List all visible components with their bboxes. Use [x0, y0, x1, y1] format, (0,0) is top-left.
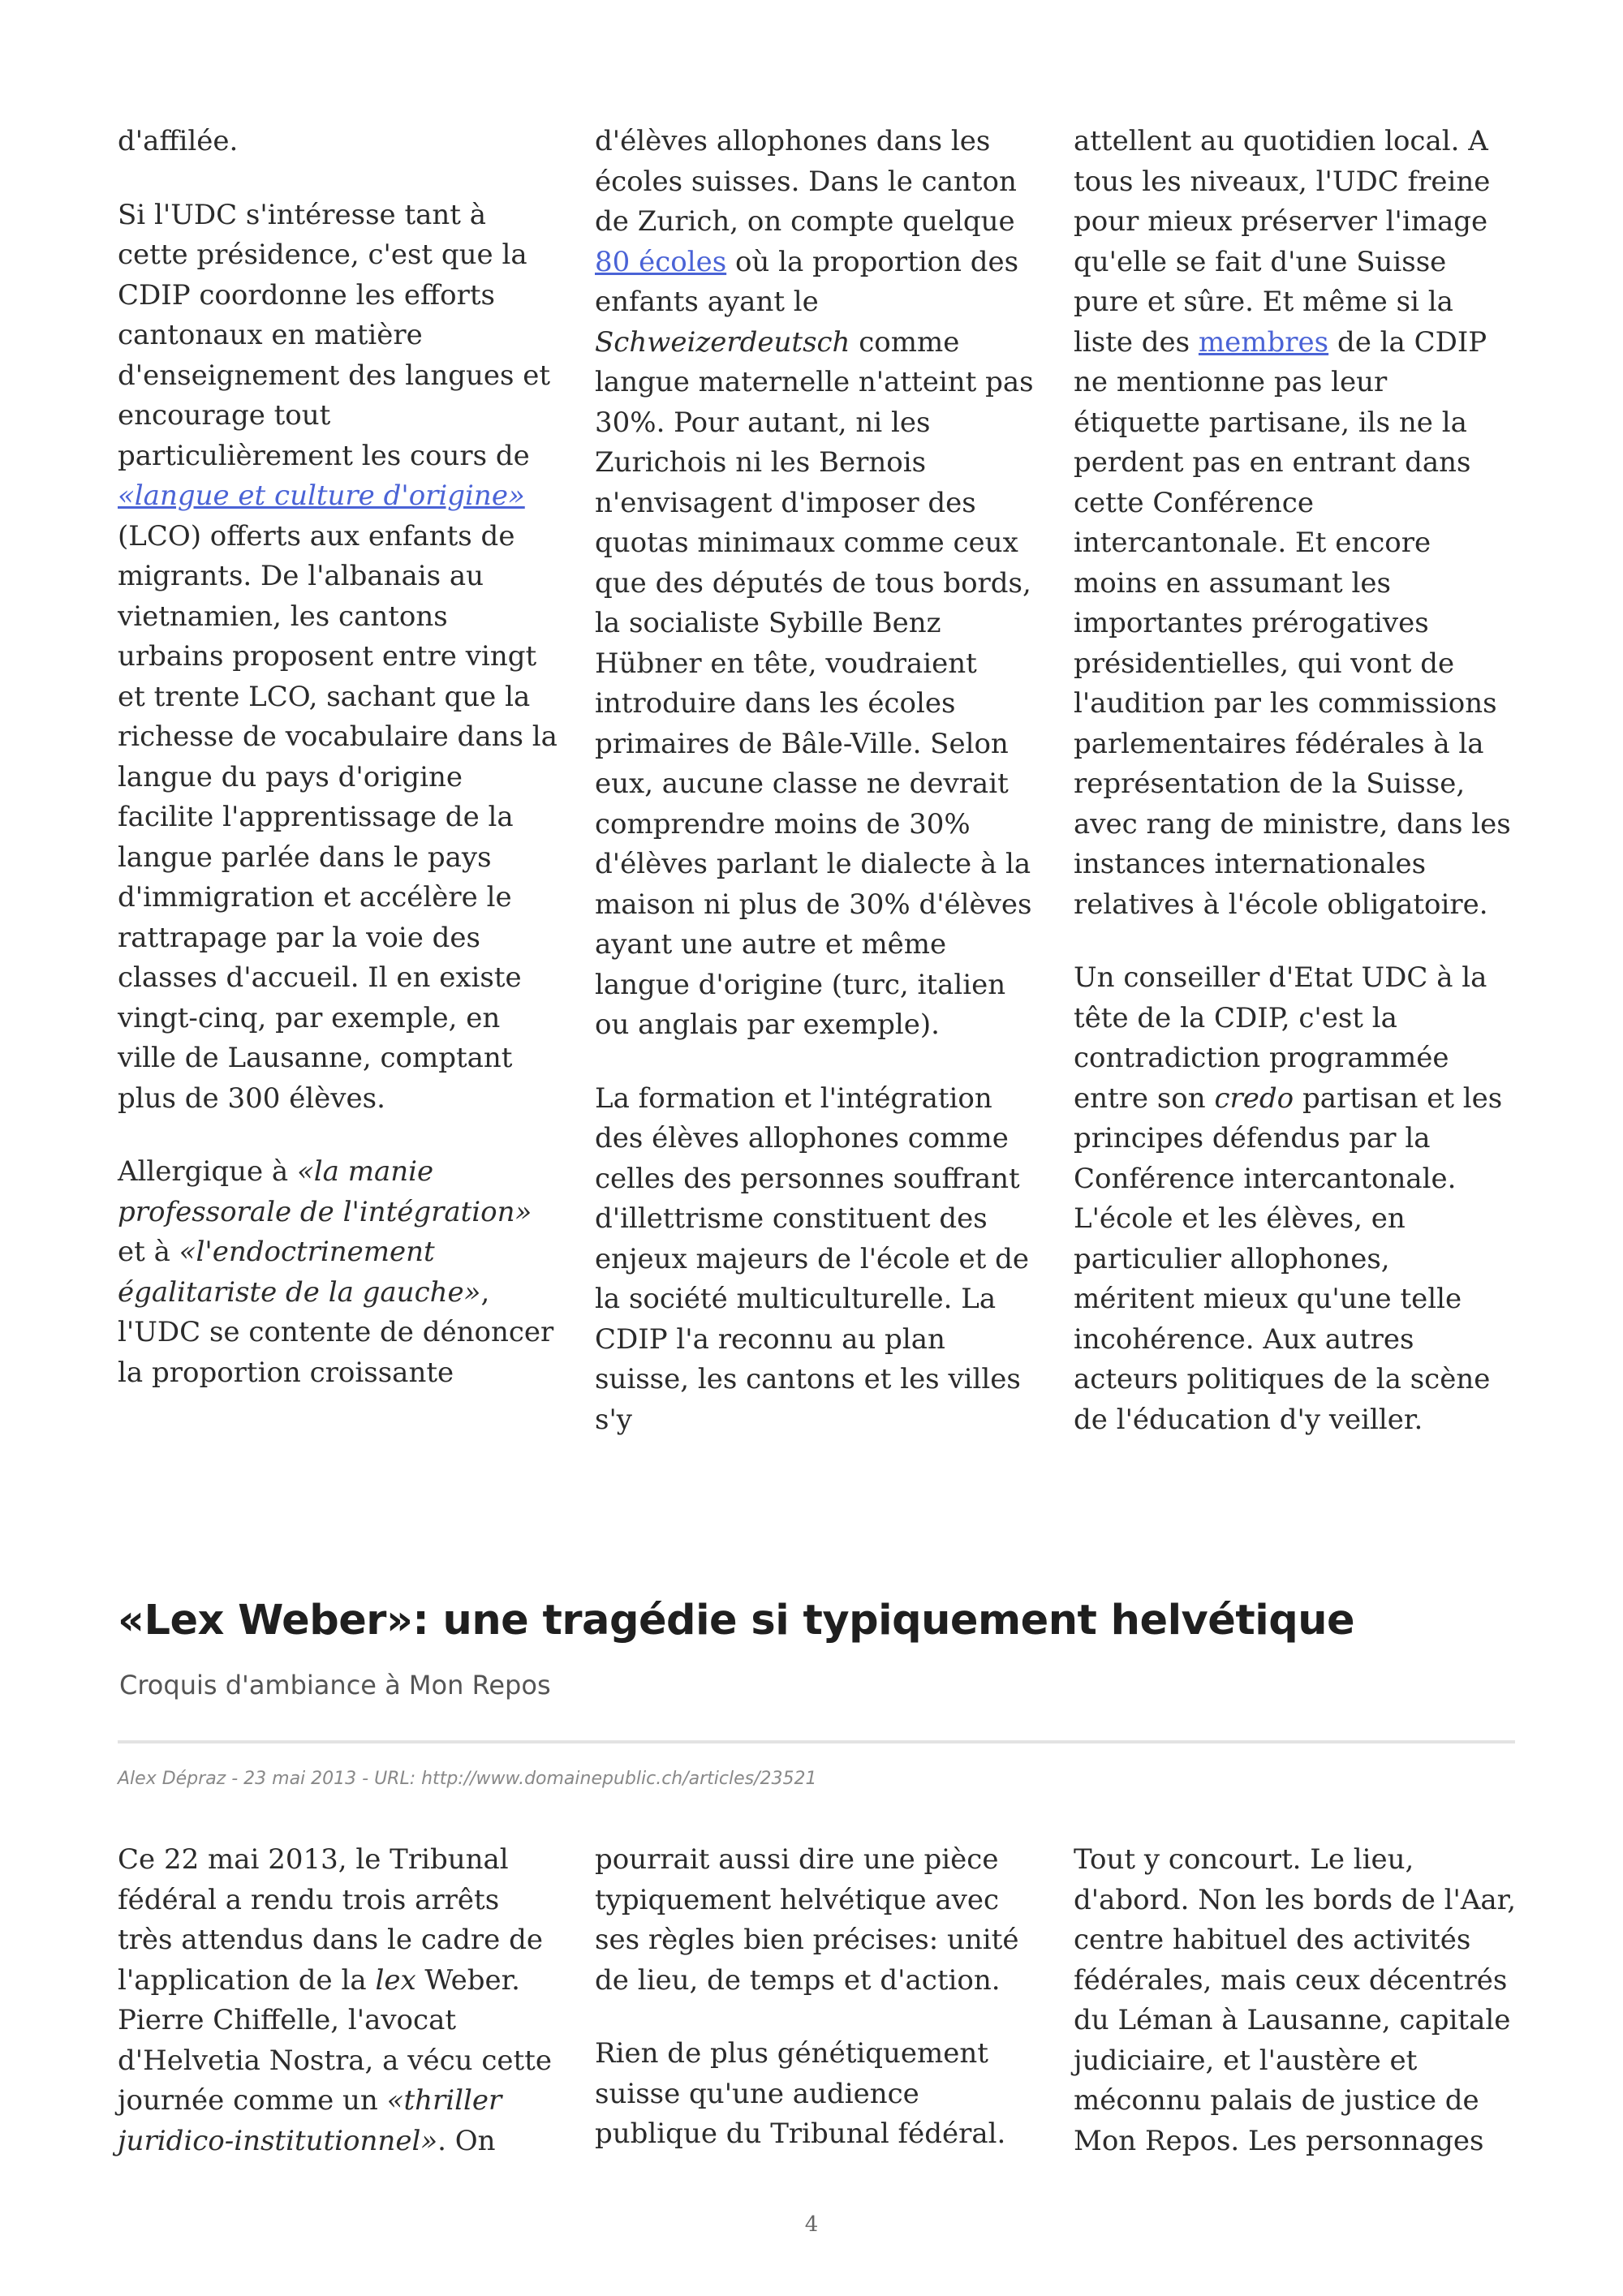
langue-culture-origine-link[interactable]: «langue et culture d'origine» — [118, 479, 525, 512]
paragraph: Rien de plus génétiquement suisse qu'une audience publique du Tribunal fédéral. — [595, 2037, 1006, 2150]
paragraph: d'affilée. — [118, 125, 239, 157]
article-column-1 — [118, 122, 560, 1393]
80-ecoles-link[interactable]: 80 écoles — [595, 245, 727, 278]
article2-column-2 — [595, 1840, 1037, 2155]
paragraph: Tout y concourt. Le lieu, d'abord. Non les bords de l'Aar, centre habituel des activités fédérales, mais ceux décentrés du Léman à Lausanne, capitale judiciaire, et l'austère et méconnu palais de justice de Mon Repos. Les personnages — [1074, 1843, 1516, 2157]
article-subtitle: Croquis d'ambiance à Mon Repos — [119, 1670, 551, 1701]
paragraph: pourrait aussi dire une pièce typiquement helvétique avec ses règles bien précises: unité de lieu, de temps et d'action. — [595, 1843, 1019, 1997]
article2-column-1 — [118, 1840, 560, 2161]
paragraph: d'élèves allophones dans les écoles suisses. Dans le canton de Zurich, on compte quelque 80 écoles où la proportion des enfants ayant le Schweizerdeutsch comme langue maternelle n'atteint pas 30%. Pour autant, ni les Zurichois ni les Bernois n'envisagent d'imposer des quotas minimaux comme ceux que des députés de tous bords, la socialiste Sybille Benz Hübner en tête, voudraient introduire dans les écoles primaires de Bâle-Ville. Selon eux, aucune classe ne devrait comprendre moins de 30% d'élèves parlant le dialecte à la maison ni plus de 30% d'élèves ayant une autre et même langue d'origine (turc, italien ou anglais par exemple). — [595, 125, 1034, 1041]
paragraph: Si l'UDC s'intéresse tant à cette présidence, c'est que la CDIP coordonne les efforts cantonaux en matière d'enseignement des langues et encourage tout particulièrement les cours de «langue et culture d'origine» (LCO) offerts aux enfants de migrants. De l'albanais au vietnamien, les cantons urbains proposent entre vingt et trente LCO, sachant que la richesse de vocabulaire dans la langue du pays d'origine facilite l'apprentissage de la langue parlée dans le pays d'immigration et accélère le rattrapage par la voie des classes d'accueil. Il en existe vingt-cinq, par exemple, en ville de Lausanne, comptant plus de 300 élèves. — [118, 198, 558, 1115]
article-headline: «Lex Weber»: une tragédie si typiquement helvétique — [118, 1597, 1355, 1645]
page-number: 4 — [804, 2212, 819, 2237]
article2-column-3 — [1074, 1840, 1516, 2161]
paragraph: attellent au quotidien local. A tous les niveaux, l'UDC freine pour mieux préserver l'image qu'elle se fait d'une Suisse pure et sûre. Et même si la liste des membres de la CDIP ne mentionne pas leur étiquette partisane, ils ne la perdent pas en entrant dans cette Conférence intercantonale. Et encore moins en assumant les importantes prérogatives présidentielles, qui vont de l'audition par les commissions parlementaires fédérales à la représentation de la Suisse, avec rang de ministre, dans les instances internationales relatives à l'école obligatoire. — [1074, 125, 1511, 921]
divider — [118, 1740, 1515, 1743]
membres-link[interactable]: membres — [1198, 325, 1329, 359]
article-column-2 — [595, 122, 1037, 1440]
paragraph: Un conseiller d'Etat UDC à la tête de la CDIP, c'est la contradiction programmée entre son credo partisan et les principes défendus par la Conférence intercantonale. L'école et les élèves, en particulier allophones, méritent mieux qu'une telle incohérence. Aux autres acteurs politiques de la scène de l'éducation d'y veiller. — [1074, 961, 1503, 1436]
article-byline: Alex Dépraz - 23 mai 2013 - URL: http://www.domainepublic.ch/articles/23521 — [118, 1769, 817, 1789]
paragraph: Ce 22 mai 2013, le Tribunal fédéral a rendu trois arrêts très attendus dans le cadre de l'application de la lex Weber. Pierre Chiffelle, l'avocat d'Helvetia Nostra, a vécu cette journée comme un «thriller juridico-institutionnel». On — [118, 1843, 552, 2157]
paragraph: Allergique à «la manie professorale de l'intégration» et à «l'endoctrinement égalitariste de la gauche», l'UDC se contente de dénoncer la proportion croissante — [118, 1155, 554, 1389]
article-column-3 — [1074, 122, 1516, 1440]
paragraph: La formation et l'intégration des élèves allophones comme celles des personnes souffrant d'illettrisme constituent des enjeux majeurs de l'école et de la société multiculturelle. La CDIP l'a reconnu au plan suisse, les cantons et les villes s'y — [595, 1081, 1029, 1436]
